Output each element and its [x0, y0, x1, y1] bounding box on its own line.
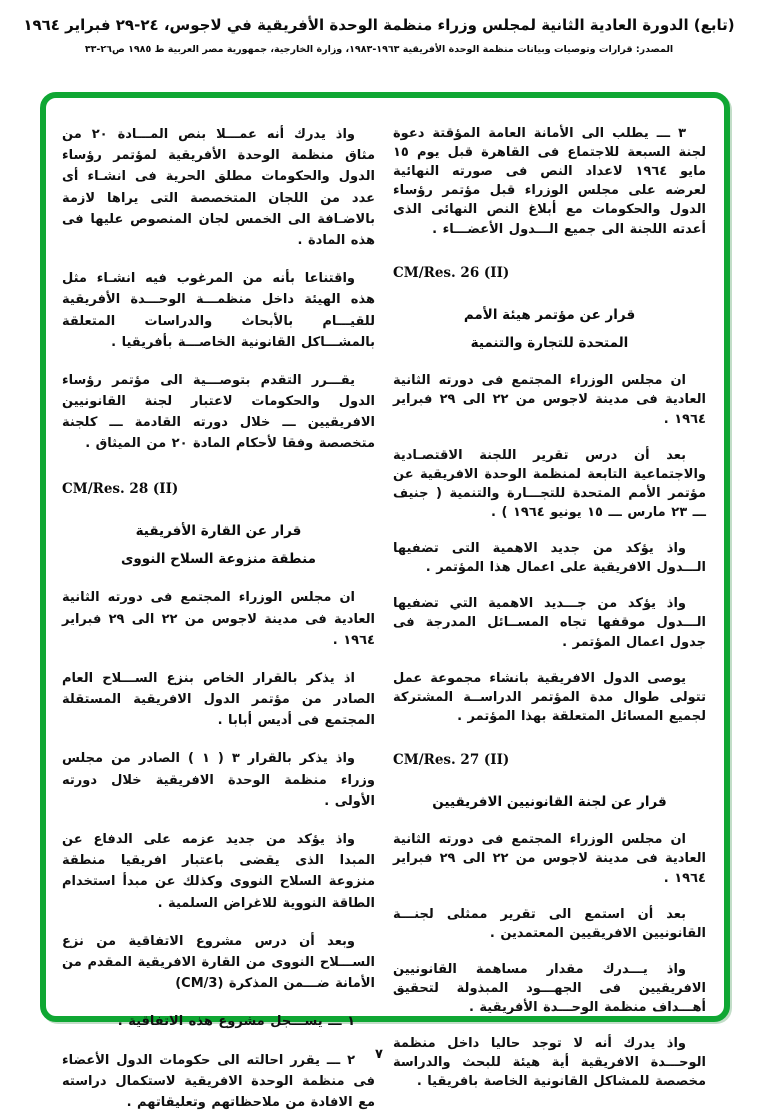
green-border-frame [40, 92, 730, 1022]
document-title: (تابع) الدورة العادية الثانية لمجلس وزراء منظمة الوحدة الأفريقية في لاجوس، ٢٤-٢٩ فبراير ١٩٦٤ [0, 16, 758, 34]
paragraph: بعد أن استمع الى تقرير ممثلى لجنـــة القانونيين الافريقيين المعتمدين . [393, 905, 706, 943]
resolution-title [393, 301, 706, 358]
resolution-ref: CM/Res. 28 (II) [62, 481, 375, 497]
paragraph: واذ يؤكد من جديد عزمه على الدفاع عن المبدا الذى يقضى باعتبار افريقيا منطقة منزوعة السلاح النووى وكذلك عن مبدأ استخدام الطاقة النووية للاغراض السلمية . [62, 829, 375, 914]
paragraph: وبعد أن درس مشروع الاتفاقية من نزع الســـلاح النووى من القارة الافريقية المقدم من الأمانة ضـــمن المذكرة (CM/3) [62, 931, 375, 995]
resolution-title-line: قرار عن مؤتمر هيئة الأمم [393, 301, 706, 329]
paragraph: يقـــرر التقدم بتوصـــية الى مؤتمر رؤساء الدول والحكومات لاعتبار لجنة القانونيين الافريقيين ـــ خلال دورته القادمة ـــ كلجنة متخصصة وفقا لأحكام المادة ٢٠ من الميثاق . [62, 370, 375, 455]
resolution-title-line: منطقة منزوعة السلاح النووى [62, 545, 375, 573]
paragraph: واذ يدرك أنه لا توجد حاليا داخل منظمة الوحـــدة الافريقية أية هيئة للبحث والدراسة مخصصة للمشاكل القانونية الخاصة بافريقيا . [393, 1034, 706, 1091]
resolution-ref: CM/Res. 26 (II) [393, 265, 706, 281]
column-right [393, 124, 706, 1008]
paragraph: واذ يؤكد من جـــديد الاهمية التي تضفيها الـــدول موقفها تجاه المســائل المدرجة فى جدول اعمال المؤتمر . [393, 594, 706, 651]
paragraph: ١ ـــ يســـجل مشروع هذه الاتفاقية . [62, 1011, 375, 1032]
resolution-title-line: قرار عن لجنة القانونيين الافريقيين [393, 788, 706, 816]
two-column-layout [62, 124, 706, 1008]
page-footer [0, 1047, 758, 1062]
paragraph: واذ يذكر بالقرار ٣ ( ١ ) الصادر من مجلس وزراء منظمة الوحدة الافريقية خلال دورته الأولى . [62, 748, 375, 812]
resolution-title [62, 517, 375, 574]
page-number: ٧ [375, 1047, 383, 1062]
paragraph: ٢ ـــ يقرر احالته الى حكومات الدول الأعضاء فى منظمة الوحدة الافريقية لاستكمال دراسته مع الافادة من ملاحظاتهم وتعليقاتهم . [62, 1050, 375, 1113]
paragraph: واذ يدرك أنه عمـــلا بنص المـــادة ٢٠ من مثاق منظمة الوحدة الأفريقية لمؤتمر رؤساء الدول والحكومات مطلق الحرية فى انشـاء أى عدد من اللجان المتخصصة التى يراها لازمة بالاضـافة الى الخمس لجان المنصوص عليها فى هذه المادة . [62, 124, 375, 251]
paragraph: واذ يؤكد من جديد الاهمية التى تضفيها الـــدول الافريقية على اعمال هذا المؤتمر . [393, 539, 706, 577]
paragraph: اذ يذكر بالقرار الخاص بنزع الســـلاح العام الصادر من مؤتمر الدول الافريقية المستقلة المجتمع فى أديس أبابا . [62, 668, 375, 732]
resolution-title-line: المتحدة للتجارة والتنمية [393, 329, 706, 357]
source-line: المصدر: قرارات وتوصيات وبيانات منظمة الوحدة الأفريقية ١٩٦٣-١٩٨٣، وزارة الخارجية، جمهورية مصر العربية ط ١٩٨٥ ص٢٦-٣٣ [0, 44, 758, 55]
resolution-title [393, 788, 706, 816]
resolution-ref: CM/Res. 27 (II) [393, 752, 706, 768]
column-left [62, 124, 375, 1008]
paragraph: ان مجلس الوزراء المجتمع فى دورته الثانية العادية فى مدينة لاجوس من ٢٢ الى ٢٩ فبراير ١٩٦٤ . [393, 371, 706, 428]
paragraph: واقتناعا بأنه من المرغوب فيه انشـاء مثل هذه الهيئة داخل منظمـــة الوحـــدة الأفريقية للقيـــام بالأبحاث والدراسات المتعلقة بالمشـــاكل القانونية الخاصـــة بأفريقيا . [62, 268, 375, 353]
paragraph: ان مجلس الوزراء المجتمع فى دورته الثانية العادية فى مدينة لاجوس من ٢٢ الى ٢٩ فبراير ١٩٦٤ . [62, 587, 375, 651]
paragraph: ٣ ـــ يطلب الى الأمانة العامة المؤقتة دعوة لجنة السبعة للاجتماع فى القاهرة قبل يوم ١٥ مايو ١٩٦٤ لاعداد النص فى صورته النهائية لعرضه على مجلس الوزراء قبل مؤتمر رؤساء الدول والحكومات مع أبلاغ النص النهائى الذى أعدته اللجنة الى جميع الـــدول الأعضـــاء . [393, 124, 706, 239]
paragraph: ان مجلس الوزراء المجتمع فى دورته الثانية العادية فى مدينة لاجوس من ٢٢ الى ٢٩ فبراير ١٩٦٤ . [393, 830, 706, 887]
paragraph: بعد أن درس تقرير اللجنة الاقتصـادية والاجتماعية التابعة لمنظمة الوحدة الافريقية عن مؤتمر الأمم المتحدة للتجـــارة والتنمية ( جنيف ـــ ٢٣ مارس ـــ ١٥ يونيو ١٩٦٤ ) . [393, 446, 706, 522]
paragraph: واذ يـــدرك مقدار مساهمة القانونيين الافريقيين فى الجهـــود المبذولة لتحقيق أهـــداف منظمة الوحـــدة الأفريقية . [393, 960, 706, 1017]
resolution-title-line: قرار عن القارة الأفريقية [62, 517, 375, 545]
page-header [0, 0, 758, 55]
paragraph: يوصى الدول الافريقية بانشاء مجموعة عمل تتولى طوال مدة المؤتمر الدراســة المشتركة لجميع المسائل المتعلقة بهذا المؤتمر . [393, 669, 706, 726]
